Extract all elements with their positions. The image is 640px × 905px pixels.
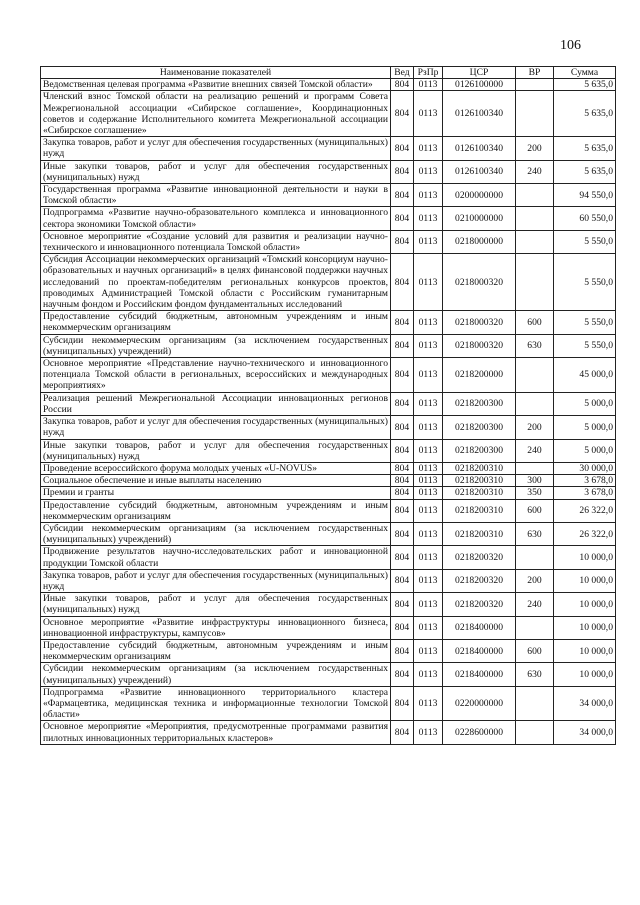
cell-ved: 804	[391, 137, 414, 160]
cell-rzpr: 0113	[414, 358, 443, 393]
table-row	[41, 721, 616, 744]
cell-csr: 0218400000	[443, 616, 516, 639]
cell-rzpr: 0113	[414, 416, 443, 439]
table-row	[41, 663, 616, 686]
cell-csr: 0218200000	[443, 358, 516, 393]
cell-csr: 0218200320	[443, 593, 516, 616]
table-row	[41, 462, 616, 474]
cell-csr: 0126100340	[443, 137, 516, 160]
cell-rzpr: 0113	[414, 569, 443, 592]
cell-rzpr: 0113	[414, 593, 443, 616]
cell-ved: 804	[391, 91, 414, 137]
cell-vr: 240	[516, 439, 554, 462]
cell-sum: 10 000,0	[554, 546, 616, 569]
table-row	[41, 475, 616, 487]
cell-name: Субсидии некоммерческим организациям (за исключением государственных (муниципальных) учреждений)	[41, 522, 391, 545]
cell-ved: 804	[391, 184, 414, 207]
cell-sum: 5 550,0	[554, 230, 616, 253]
cell-vr: 200	[516, 416, 554, 439]
cell-ved: 804	[391, 254, 414, 311]
cell-sum: 10 000,0	[554, 616, 616, 639]
cell-sum: 30 000,0	[554, 462, 616, 474]
cell-name: Основное мероприятие «Представление научно-технического и инновационного потенциала Томской области в региональных, всероссийских и международных мероприятиях»	[41, 358, 391, 393]
cell-name: Государственная программа «Развитие инновационной деятельности и науки в Томской области»	[41, 184, 391, 207]
cell-vr	[516, 184, 554, 207]
cell-rzpr: 0113	[414, 254, 443, 311]
cell-rzpr: 0113	[414, 522, 443, 545]
cell-vr	[516, 230, 554, 253]
cell-name: Субсидии некоммерческим организациям (за исключением государственных (муниципальных) учреждений)	[41, 334, 391, 357]
page-number: 106	[560, 38, 581, 53]
cell-ved: 804	[391, 686, 414, 721]
cell-ved: 804	[391, 79, 414, 91]
cell-csr: 0218200310	[443, 462, 516, 474]
cell-sum: 3 678,0	[554, 487, 616, 499]
cell-ved: 804	[391, 487, 414, 499]
cell-name: Закупка товаров, работ и услуг для обеспечения государственных (муниципальных) нужд	[41, 569, 391, 592]
cell-csr: 0218200310	[443, 487, 516, 499]
cell-name: Премии и гранты	[41, 487, 391, 499]
cell-sum: 45 000,0	[554, 358, 616, 393]
cell-csr: 0210000000	[443, 207, 516, 230]
cell-sum: 26 322,0	[554, 522, 616, 545]
cell-ved: 804	[391, 593, 414, 616]
table-row	[41, 487, 616, 499]
cell-ved: 804	[391, 439, 414, 462]
table-row	[41, 392, 616, 415]
cell-sum: 5 000,0	[554, 416, 616, 439]
cell-vr: 240	[516, 593, 554, 616]
cell-csr: 0126100340	[443, 91, 516, 137]
cell-sum: 3 678,0	[554, 475, 616, 487]
cell-vr: 600	[516, 311, 554, 334]
cell-vr: 630	[516, 334, 554, 357]
cell-rzpr: 0113	[414, 721, 443, 744]
cell-ved: 804	[391, 358, 414, 393]
header-vr: ВР	[516, 67, 554, 79]
cell-name: Закупка товаров, работ и услуг для обеспечения государственных (муниципальных) нужд	[41, 416, 391, 439]
cell-csr: 0218200300	[443, 439, 516, 462]
cell-ved: 804	[391, 230, 414, 253]
cell-name: Основное мероприятие «Создание условий для развития и реализации научно-технического и инновационного потенциала Томской области»	[41, 230, 391, 253]
cell-sum: 10 000,0	[554, 663, 616, 686]
cell-csr: 0218200300	[443, 392, 516, 415]
cell-ved: 804	[391, 462, 414, 474]
cell-rzpr: 0113	[414, 311, 443, 334]
cell-rzpr: 0113	[414, 392, 443, 415]
cell-ved: 804	[391, 160, 414, 183]
cell-sum: 10 000,0	[554, 639, 616, 662]
table-row	[41, 439, 616, 462]
cell-rzpr: 0113	[414, 686, 443, 721]
cell-name: Иные закупки товаров, работ и услуг для обеспечения государственных (муниципальных) нужд	[41, 593, 391, 616]
cell-vr: 350	[516, 487, 554, 499]
cell-csr: 0218400000	[443, 663, 516, 686]
cell-vr	[516, 686, 554, 721]
cell-rzpr: 0113	[414, 91, 443, 137]
cell-csr: 0218000000	[443, 230, 516, 253]
cell-ved: 804	[391, 721, 414, 744]
cell-csr: 0220000000	[443, 686, 516, 721]
table-row	[41, 137, 616, 160]
cell-rzpr: 0113	[414, 439, 443, 462]
cell-vr	[516, 358, 554, 393]
table-header-row	[41, 67, 616, 79]
cell-csr: 0218200320	[443, 569, 516, 592]
cell-name: Членский взнос Томской области на реализацию решений и программ Совета Межрегиональной ассоциации «Сибирское соглашение», Координационных советов и содержание Исполнительного комитета Межрегиональной ассоциации «Сибирское соглашение»	[41, 91, 391, 137]
cell-rzpr: 0113	[414, 230, 443, 253]
cell-ved: 804	[391, 311, 414, 334]
cell-name: Продвижение результатов научно-исследовательских работ и инновационной продукции Томской области	[41, 546, 391, 569]
table-row	[41, 499, 616, 522]
cell-name: Основное мероприятие «Развитие инфраструктуры инновационного бизнеса, инновационной инфраструктуры, кампусов»	[41, 616, 391, 639]
cell-rzpr: 0113	[414, 207, 443, 230]
cell-ved: 804	[391, 569, 414, 592]
cell-csr: 0200000000	[443, 184, 516, 207]
cell-sum: 10 000,0	[554, 593, 616, 616]
cell-name: Ведомственная целевая программа «Развитие внешних связей Томской области»	[41, 79, 391, 91]
cell-csr: 0218400000	[443, 639, 516, 662]
cell-vr: 300	[516, 475, 554, 487]
cell-vr	[516, 546, 554, 569]
cell-rzpr: 0113	[414, 160, 443, 183]
cell-rzpr: 0113	[414, 499, 443, 522]
cell-sum: 34 000,0	[554, 686, 616, 721]
cell-vr: 600	[516, 499, 554, 522]
cell-rzpr: 0113	[414, 663, 443, 686]
cell-name: Подпрограмма «Развитие инновационного территориального кластера «Фармацевтика, медицинская техника и информационные технологии Томской области»	[41, 686, 391, 721]
cell-vr: 240	[516, 160, 554, 183]
table-row	[41, 91, 616, 137]
cell-sum: 5 000,0	[554, 439, 616, 462]
table-row	[41, 311, 616, 334]
cell-vr	[516, 79, 554, 91]
cell-vr: 630	[516, 522, 554, 545]
cell-ved: 804	[391, 207, 414, 230]
cell-sum: 5 550,0	[554, 311, 616, 334]
table-row	[41, 593, 616, 616]
header-ved: Вед	[391, 67, 414, 79]
cell-name: Реализация решений Межрегиональной Ассоциации инновационных регионов России	[41, 392, 391, 415]
cell-ved: 804	[391, 522, 414, 545]
cell-name: Предоставление субсидий бюджетным, автономным учреждениям и иным некоммерческим организациям	[41, 639, 391, 662]
table-body	[41, 79, 616, 745]
table-row	[41, 686, 616, 721]
cell-csr: 0218000320	[443, 254, 516, 311]
cell-name: Иные закупки товаров, работ и услуг для обеспечения государственных (муниципальных) нужд	[41, 160, 391, 183]
cell-name: Предоставление субсидий бюджетным, автономным учреждениям и иным некоммерческим организациям	[41, 311, 391, 334]
cell-name: Проведение всероссийского форума молодых ученых «U-NOVUS»	[41, 462, 391, 474]
cell-rzpr: 0113	[414, 639, 443, 662]
cell-name: Субсидия Ассоциации некоммерческих организаций «Томский консорциум научно-образовательных и научных организаций» в целях финансовой поддержки научных исследований по проектам-победителям региональных конкурсов проектов, проводимых Администрацией Томской области с Российским гуманитарным научным фондом и Российским фондом фундаментальных исследований	[41, 254, 391, 311]
cell-ved: 804	[391, 639, 414, 662]
cell-vr	[516, 616, 554, 639]
cell-sum: 5 635,0	[554, 91, 616, 137]
cell-name: Социальное обеспечение и иные выплаты населению	[41, 475, 391, 487]
cell-csr: 0218000320	[443, 334, 516, 357]
header-rzpr: РзПр	[414, 67, 443, 79]
table-row	[41, 358, 616, 393]
cell-vr	[516, 392, 554, 415]
cell-ved: 804	[391, 416, 414, 439]
cell-vr: 600	[516, 639, 554, 662]
table-row	[41, 522, 616, 545]
cell-rzpr: 0113	[414, 462, 443, 474]
cell-csr: 0218200300	[443, 416, 516, 439]
cell-ved: 804	[391, 392, 414, 415]
table-row	[41, 160, 616, 183]
cell-ved: 804	[391, 616, 414, 639]
cell-csr: 0218200310	[443, 475, 516, 487]
budget-table	[40, 66, 616, 745]
table-row	[41, 79, 616, 91]
cell-sum: 34 000,0	[554, 721, 616, 744]
cell-sum: 5 635,0	[554, 79, 616, 91]
cell-vr: 200	[516, 569, 554, 592]
cell-rzpr: 0113	[414, 546, 443, 569]
cell-sum: 5 550,0	[554, 334, 616, 357]
cell-ved: 804	[391, 499, 414, 522]
table-row	[41, 230, 616, 253]
table-row	[41, 334, 616, 357]
cell-sum: 26 322,0	[554, 499, 616, 522]
cell-name: Предоставление субсидий бюджетным, автономным учреждениям и иным некоммерческим организациям	[41, 499, 391, 522]
cell-sum: 5 635,0	[554, 160, 616, 183]
cell-csr: 0126100000	[443, 79, 516, 91]
cell-sum: 60 550,0	[554, 207, 616, 230]
cell-vr: 630	[516, 663, 554, 686]
cell-name: Иные закупки товаров, работ и услуг для обеспечения государственных (муниципальных) нужд	[41, 439, 391, 462]
cell-ved: 804	[391, 663, 414, 686]
cell-name: Субсидии некоммерческим организациям (за исключением государственных (муниципальных) учреждений)	[41, 663, 391, 686]
table-row	[41, 184, 616, 207]
header-sum: Сумма	[554, 67, 616, 79]
table-row	[41, 639, 616, 662]
cell-rzpr: 0113	[414, 487, 443, 499]
cell-rzpr: 0113	[414, 334, 443, 357]
cell-rzpr: 0113	[414, 79, 443, 91]
cell-sum: 5 635,0	[554, 137, 616, 160]
cell-ved: 804	[391, 546, 414, 569]
table-row	[41, 616, 616, 639]
cell-vr	[516, 462, 554, 474]
cell-rzpr: 0113	[414, 616, 443, 639]
cell-csr: 0228600000	[443, 721, 516, 744]
cell-ved: 804	[391, 334, 414, 357]
cell-csr: 0218200320	[443, 546, 516, 569]
cell-csr: 0218000320	[443, 311, 516, 334]
cell-rzpr: 0113	[414, 184, 443, 207]
cell-vr	[516, 254, 554, 311]
cell-vr	[516, 207, 554, 230]
header-name: Наименование показателей	[41, 67, 391, 79]
cell-rzpr: 0113	[414, 475, 443, 487]
cell-csr: 0218200310	[443, 499, 516, 522]
cell-vr: 200	[516, 137, 554, 160]
cell-sum: 94 550,0	[554, 184, 616, 207]
cell-csr: 0126100340	[443, 160, 516, 183]
cell-rzpr: 0113	[414, 137, 443, 160]
table-row	[41, 207, 616, 230]
table-row	[41, 254, 616, 311]
table-row	[41, 416, 616, 439]
cell-sum: 5 550,0	[554, 254, 616, 311]
cell-sum: 5 000,0	[554, 392, 616, 415]
cell-sum: 10 000,0	[554, 569, 616, 592]
table-row	[41, 569, 616, 592]
cell-name: Основное мероприятие «Мероприятия, предусмотренные программами развития пилотных инновационных территориальных кластеров»	[41, 721, 391, 744]
cell-name: Подпрограмма «Развитие научно-образовательного комплекса и инновационного сектора экономики Томской области»	[41, 207, 391, 230]
cell-vr	[516, 721, 554, 744]
header-csr: ЦСР	[443, 67, 516, 79]
cell-name: Закупка товаров, работ и услуг для обеспечения государственных (муниципальных) нужд	[41, 137, 391, 160]
table-row	[41, 546, 616, 569]
cell-ved: 804	[391, 475, 414, 487]
cell-csr: 0218200310	[443, 522, 516, 545]
cell-vr	[516, 91, 554, 137]
